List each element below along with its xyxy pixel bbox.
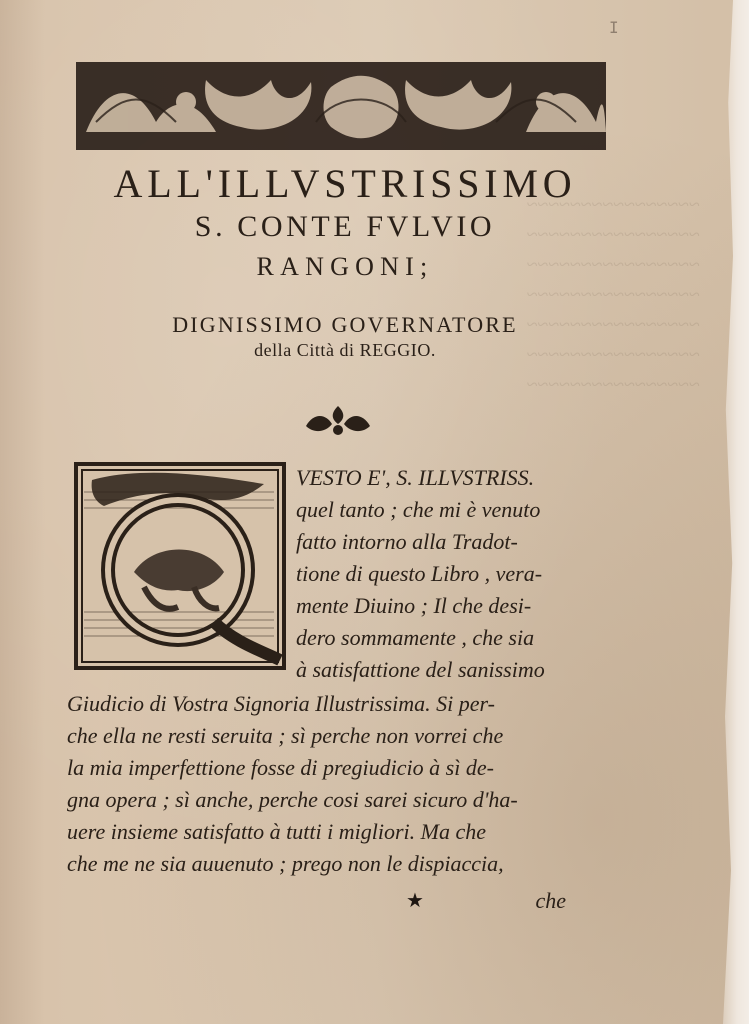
torn-paper-edge <box>709 0 749 1024</box>
fleuron-ornament <box>302 402 374 438</box>
body-text-full-width <box>67 688 627 880</box>
dedication-heading-line-5: della Città di REGGIO. <box>254 340 436 360</box>
text-line: tione di questo Libro , vera- <box>296 561 543 586</box>
text-line: che me ne sia auuenuto ; prego non le dispiaccia, <box>67 851 504 876</box>
text-line: mente Diuino ; Il che desi- <box>296 593 532 618</box>
catchword: che <box>535 888 566 913</box>
page-footer <box>406 888 566 924</box>
dedication-heading-line-1: ALL'ILLVSTRISSIMO <box>113 161 577 206</box>
text-line: uere insieme satisfatto à tutti i migliori. Ma che <box>67 819 486 844</box>
text-line: à satisfattione del sanissimo <box>296 657 545 682</box>
opening-text-beside-initial <box>296 462 616 686</box>
page-number-mark: I <box>609 18 619 37</box>
signature-mark-star-icon: ★ <box>406 888 424 912</box>
text-line: la mia imperfettione fosse di pregiudicio à sì de- <box>67 755 494 780</box>
dedication-heading-line-2: S. CONTE FVLVIO <box>194 210 496 243</box>
text-line: Giudicio di Vostra Signoria Illustrissima. Si per- <box>67 691 495 716</box>
text-line: VESTO E', S. ILLVSTRISS. <box>296 465 535 490</box>
decorated-initial-q-woodcut <box>74 462 286 670</box>
dedication-heading-line-4: DIGNISSIMO GOVERNATORE <box>172 312 518 337</box>
text-line: gna opera ; sì anche, perche cosi sarei sicuro d'ha- <box>67 787 518 812</box>
bleed-through: ~~~~~~~~~~~~~~~~ ~~~~~~~~~~~~~~~~ ~~~~~~~~~~~~~~~~ ~~~~~~~~~~~~~~~~ ~~~~~~~~~~~~~~~~ ~~~~~~~~~~~~~~~~ ~~~~~~~~~~~~~~~~ <box>526 194 700 396</box>
text-line: dero sommamente , che sia <box>296 625 535 650</box>
dedication-heading-line-3: RANGONI; <box>256 252 434 281</box>
text-line: che ella ne resti seruita ; sì perche non vorrei che <box>67 723 504 748</box>
text-line: quel tanto ; che mi è venuto <box>296 497 541 522</box>
headpiece-ornament <box>76 62 606 150</box>
text-line: fatto intorno alla Tradot- <box>296 529 518 554</box>
